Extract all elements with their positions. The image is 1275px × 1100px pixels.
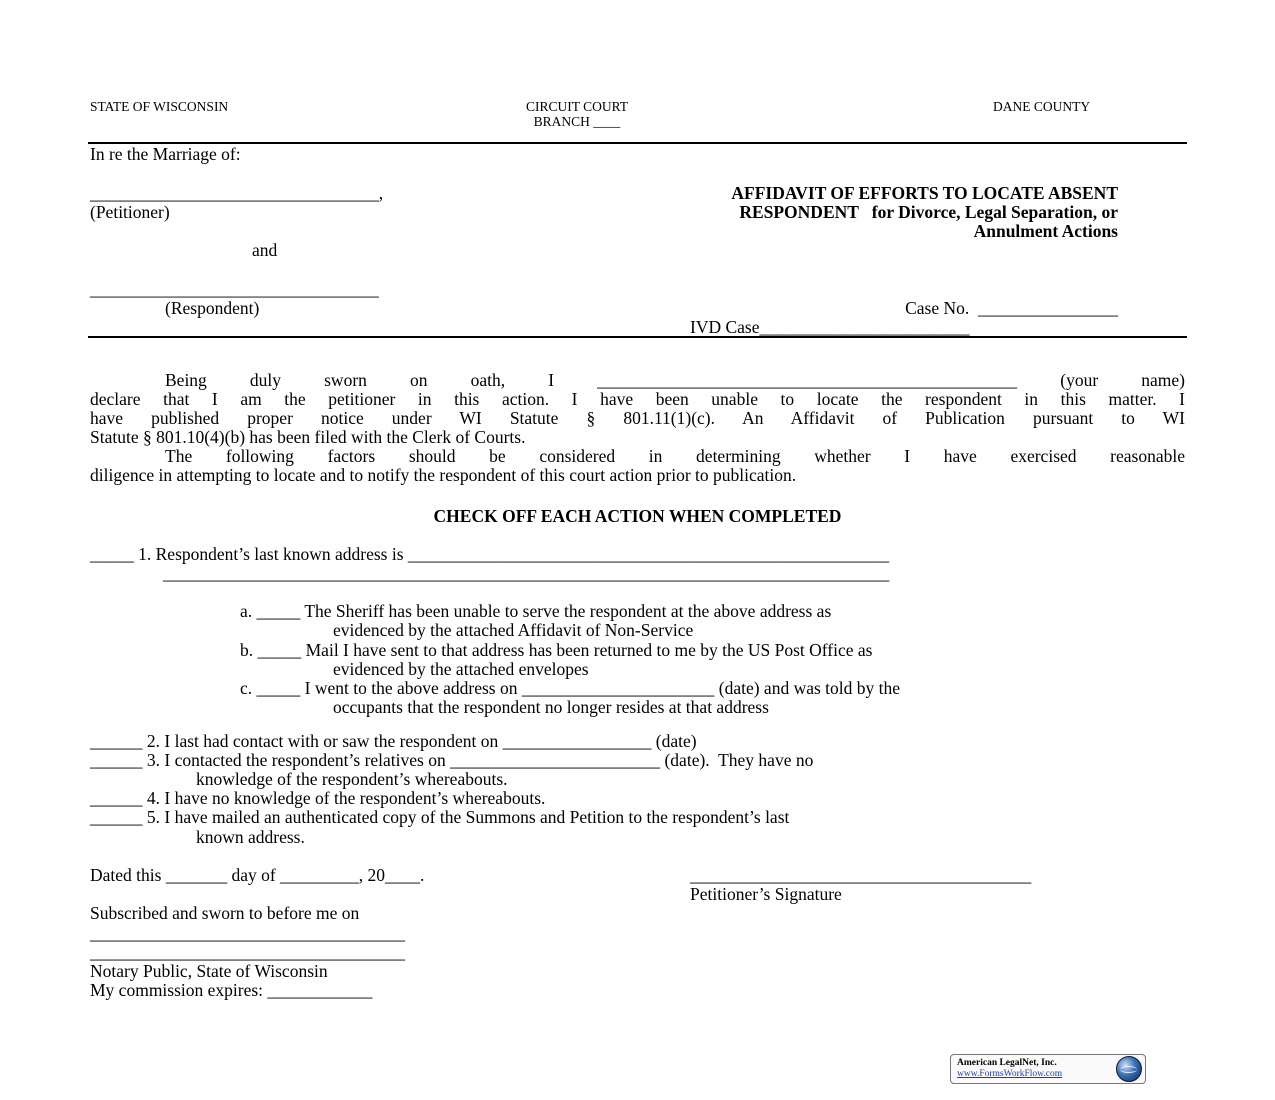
checklist-item-a-cont: evidenced by the attached Affidavit of Non-Service (333, 620, 694, 640)
and-label: and (252, 240, 278, 260)
logo-url-link[interactable]: www.FormsWorkFlow.com (957, 1069, 1063, 1079)
checklist-item-3-cont: knowledge of the respondent’s whereabouts. (196, 769, 508, 789)
checklist-item-3[interactable]: ______ 3. I contacted the respondent’s relatives on ________________________ (date). They have no (90, 750, 814, 770)
form-title-line-1: AFFIDAVIT OF EFFORTS TO LOCATE ABSENT (731, 183, 1118, 203)
ivd-case-field[interactable]: IVD Case________________________ (690, 317, 970, 337)
declaration-line: declare that I am the petitioner in this action. I have been unable to locate the respondent in this matter. I (90, 390, 1185, 409)
checklist-heading: CHECK OFF EACH ACTION WHEN COMPLETED (433, 506, 842, 526)
declaration-line: Statute § 801.10(4)(b) has been filed with the Clerk of Courts. (90, 427, 526, 447)
case-number-field[interactable]: Case No. ________________ (905, 298, 1118, 318)
county-label: DANE COUNTY (993, 99, 1091, 114)
checklist-item-c-cont: occupants that the respondent no longer resides at that address (333, 697, 769, 717)
header-rule (88, 142, 1187, 144)
globe-icon (1116, 1056, 1142, 1082)
checklist-item-5-cont: known address. (196, 827, 305, 847)
checklist-item-1[interactable]: _____ 1. Respondent’s last known address is _______________________________________________________ (90, 544, 890, 564)
respondent-name-line[interactable]: _________________________________ (90, 279, 379, 299)
declaration-paragraph (90, 371, 1185, 485)
petitioner-signature-label: Petitioner’s Signature (690, 884, 842, 904)
notary-date-line[interactable]: ____________________________________ (90, 923, 405, 943)
respondent-label: (Respondent) (165, 298, 260, 318)
checklist-item-2[interactable]: ______ 2. I last had contact with or saw the respondent on _________________ (date) (90, 731, 697, 751)
checklist-item-4[interactable]: ______ 4. I have no knowledge of the respondent’s whereabouts. (90, 788, 546, 808)
notary-signature-line[interactable]: ____________________________________ (90, 942, 405, 962)
subscribed-label: Subscribed and sworn to before me on (90, 903, 360, 923)
petitioner-signature-line[interactable]: _______________________________________ (690, 865, 1032, 885)
petitioner-name-line[interactable]: _________________________________, (90, 183, 384, 203)
form-title-line-2: RESPONDENT for Divorce, Legal Separation, or (739, 202, 1118, 222)
checklist-item-b-cont: evidenced by the attached envelopes (333, 659, 589, 679)
petitioner-label: (Petitioner) (90, 202, 170, 222)
factors-line: diligence in attempting to locate and to notify the respondent of this court action prior to publication. (90, 465, 797, 485)
logo-company-name: American LegalNet, Inc. (957, 1058, 1057, 1068)
checklist-item-5[interactable]: ______ 5. I have mailed an authenticated copy of the Summons and Petition to the respondent’s last (90, 807, 790, 827)
dated-line[interactable]: Dated this _______ day of _________, 20____. (90, 865, 425, 885)
court-label: CIRCUIT COURT (525, 99, 629, 114)
checklist-item-c[interactable]: c. _____ I went to the above address on ______________________ (date) and was told by the (240, 678, 901, 698)
factors-line: The following factors should be considered in determining whether I have exercised reasonable (165, 447, 1185, 466)
declaration-line[interactable]: Being duly sworn on oath, I ________________________________________________ (your name) (165, 371, 1185, 390)
american-legalnet-logo[interactable] (950, 1054, 1146, 1084)
branch-label: BRANCH ____ (533, 114, 621, 129)
form-title-line-3: Annulment Actions (973, 221, 1118, 241)
notary-label: Notary Public, State of Wisconsin (90, 961, 328, 981)
declaration-line: have published proper notice under WI Statute § 801.11(1)(c). An Affidavit of Publication pursuant to WI (90, 409, 1185, 428)
checklist-item-b[interactable]: b. _____ Mail I have sent to that address has been returned to me by the US Post Office as (240, 640, 873, 660)
checklist-item-a[interactable]: a. _____ The Sheriff has been unable to serve the respondent at the above address as (240, 601, 832, 621)
state-label: STATE OF WISCONSIN (90, 99, 229, 114)
in-re-label: In re the Marriage of: (90, 144, 241, 164)
caption-rule (88, 336, 1187, 338)
commission-expires-field[interactable]: My commission expires: ____________ (90, 980, 373, 1000)
address-line-2[interactable]: ___________________________________________________________________________________ (163, 563, 890, 583)
